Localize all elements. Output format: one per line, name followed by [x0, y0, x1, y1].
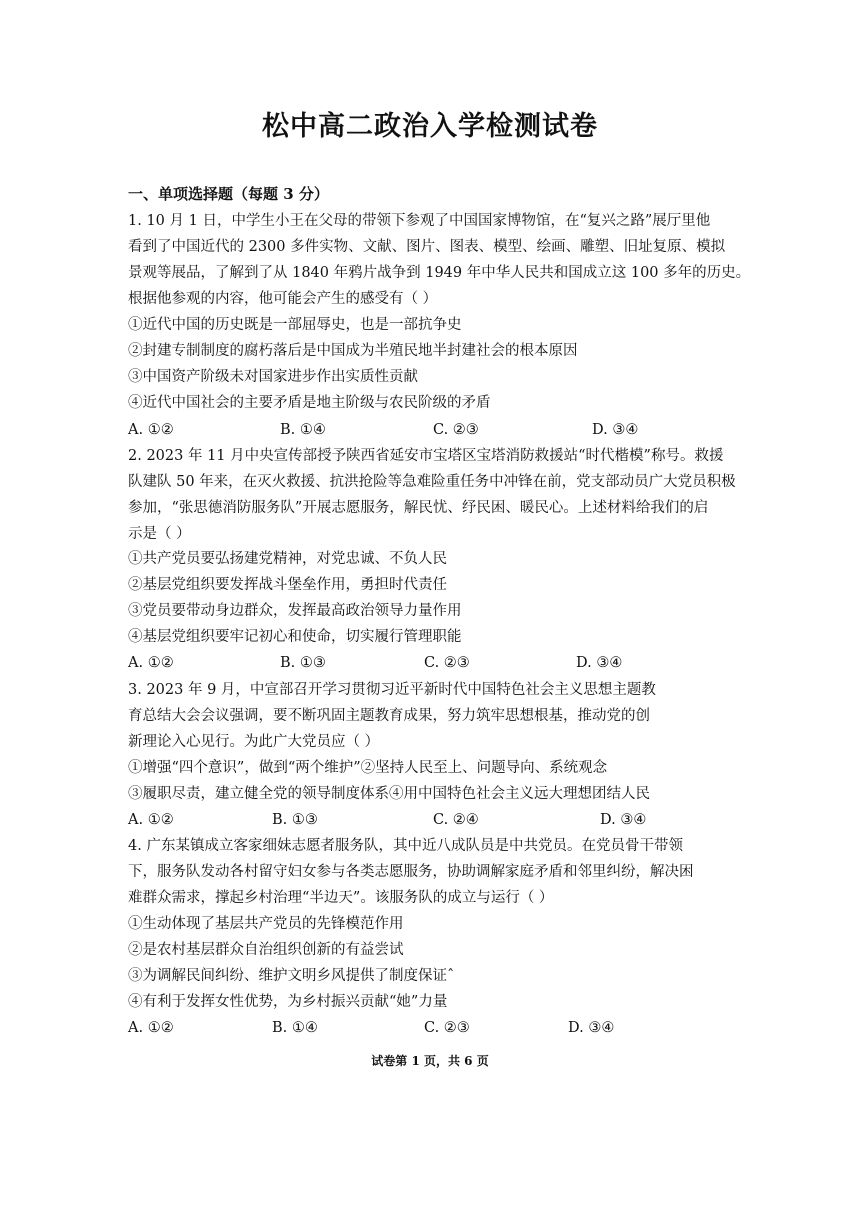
- q1-stem-line: 景观等展品，了解到了从 1840 年鸦片战争到 1949 年中华人民共和国成立这 100 多年的历史。: [128, 265, 751, 281]
- q4-statement: ②是农村基层群众自治组织创新的有益尝试: [128, 942, 404, 958]
- q1-option-c: C. ②③: [433, 422, 479, 438]
- page-footer: 试卷第 1 页，共 6 页: [371, 1054, 489, 1068]
- q3-option-c: C. ②④: [433, 812, 479, 828]
- q2-option-c: C. ②③: [424, 655, 470, 671]
- q3-statement: ①增强“四个意识”，做到“两个维护”②坚持人民至上、问题导向、系统观念: [128, 760, 608, 776]
- q1-option-a: A. ①②: [128, 422, 174, 438]
- q4-stem-line: 下，服务队发动各村留守妇女参与各类志愿服务，协助调解家庭矛盾和邻里纠纷，解决困: [128, 864, 694, 880]
- q1-statement: ②封建专制制度的腐朽落后是中国成为半殖民地半封建社会的根本原因: [128, 343, 578, 359]
- q4-statement: ④有利于发挥女性优势，为乡村振兴贡献“她”力量: [128, 994, 448, 1010]
- q3-stem-line: 3. 2023 年 9 月，中宣部召开学习贯彻习近平新时代中国特色社会主义思想主题教: [128, 682, 656, 698]
- q2-statement: ④基层党组织要牢记初心和使命，切实履行管理职能: [128, 629, 462, 645]
- q4-statement: ③为调解民间纠纷、维护文明乡风提供了制度保证ˆ: [128, 968, 455, 984]
- q3-option-d: D. ③④: [600, 812, 647, 828]
- q1-option-d: D. ③④: [592, 422, 639, 438]
- q2-option-a: A. ①②: [128, 655, 174, 671]
- q4-option-c: C. ②③: [424, 1020, 470, 1036]
- q1-statement: ①近代中国的历史既是一部屈辱史，也是一部抗争史: [128, 317, 462, 333]
- q2-statement: ③党员要带动身边群众，发挥最高政治领导力量作用: [128, 603, 462, 619]
- q2-statement: ①共产党员要弘扬建党精神，对党忠诚、不负人民: [128, 551, 447, 567]
- q1-option-b: B. ①④: [280, 422, 326, 438]
- q2-statement: ②基层党组织要发挥战斗堡垒作用，勇担时代责任: [128, 577, 447, 593]
- q3-stem-line: 新理论入心见行。为此广大党员应（ ）: [128, 734, 380, 750]
- q4-stem-line: 难群众需求，撑起乡村治理“半边天”。该服务队的成立与运行（ ）: [128, 890, 554, 906]
- q2-stem-line: 2. 2023 年 11 月中央宣传部授予陕西省延安市宝塔区宝塔消防救援站“时代楷模”称号。救援: [128, 448, 724, 464]
- q1-stem-line: 1. 10 月 1 日，中学生小王在父母的带领下参观了中国国家博物馆，在“复兴之路”展厅里他: [128, 213, 711, 229]
- q3-option-a: A. ①②: [128, 812, 174, 828]
- q1-stem-line: 看到了中国近代的 2300 多件实物、文献、图片、图表、模型、绘画、雕塑、旧址复原、模拟: [128, 239, 726, 255]
- q2-option-b: B. ①③: [280, 655, 326, 671]
- q2-stem-line: 队建队 50 年来，在灭火救援、抗洪抢险等急难险重任务中冲锋在前，党支部动员广大党员积极: [128, 474, 736, 490]
- q2-stem-line: 示是（ ）: [128, 526, 191, 542]
- q4-statement: ①生动体现了基层共产党员的先锋模范作用: [128, 916, 404, 932]
- q4-option-a: A. ①②: [128, 1020, 174, 1036]
- q3-statement: ③履职尽责，建立健全党的领导制度体系④用中国特色社会主义远大理想团结人民: [128, 786, 650, 802]
- q1-statement: ④近代中国社会的主要矛盾是地主阶级与农民阶级的矛盾: [128, 395, 491, 411]
- section-heading: 一、单项选择题（每题 3 分）: [128, 185, 329, 203]
- q1-stem-line: 根据他参观的内容，他可能会产生的感受有（ ）: [128, 291, 438, 307]
- q1-statement: ③中国资产阶级未对国家进步作出实质性贡献: [128, 369, 418, 385]
- q3-stem-line: 育总结大会会议强调，要不断巩固主题教育成果，努力筑牢思想根基，推动党的创: [128, 708, 650, 724]
- q3-option-b: B. ①③: [272, 812, 318, 828]
- q4-option-b: B. ①④: [272, 1020, 318, 1036]
- q2-option-d: D. ③④: [576, 655, 623, 671]
- q4-stem-line: 4. 广东某镇成立客家细妹志愿者服务队，其中近八成队员是中共党员。在党员骨干带领: [128, 838, 683, 854]
- q2-stem-line: 参加，“张思德消防服务队”开展志愿服务，解民忧、纾民困、暖民心。上述材料给我们的启: [128, 500, 709, 516]
- page-title: 松中高二政治入学检测试卷: [262, 111, 598, 142]
- q4-option-d: D. ③④: [568, 1020, 615, 1036]
